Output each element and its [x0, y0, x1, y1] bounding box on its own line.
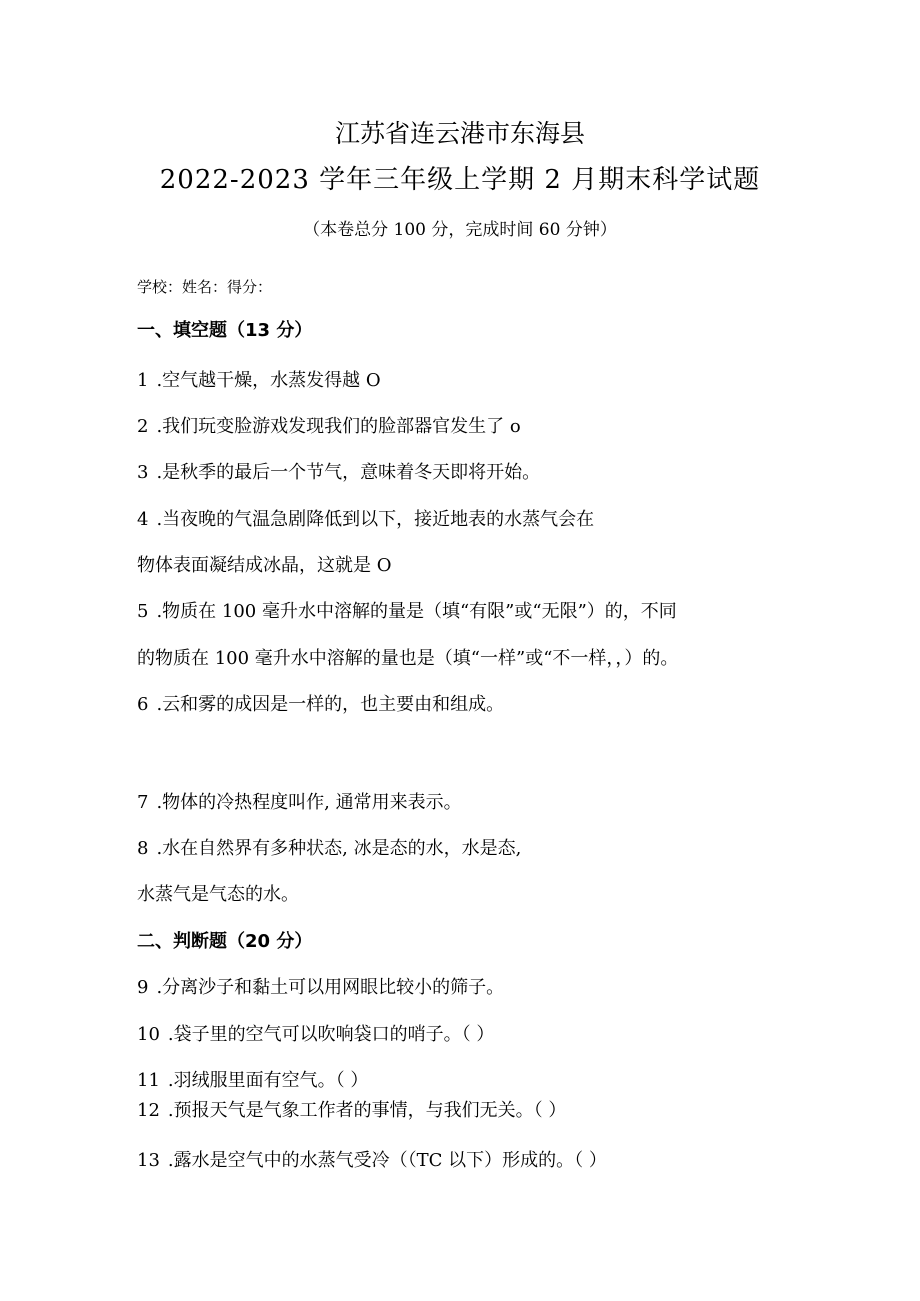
question-text: .袋子里的空气可以吹响袋口的哨子。（ ） [167, 1024, 495, 1045]
question-1 [137, 366, 381, 392]
question-text: .物质在 100 毫升水中溶解的量是（填“有限”或“无限”）的，不同 [156, 601, 677, 622]
question-text: .当夜晚的气温急剧降低到以下，接近地表的水蒸气会在 [156, 509, 595, 530]
question-12 [137, 1096, 566, 1122]
question-4-continuation: 物体表面凝结成冰晶，这就是 O [137, 555, 392, 576]
question-number: 12 [137, 1100, 160, 1121]
question-4 [137, 505, 594, 531]
question-number: 8 [137, 838, 149, 859]
school-name-score-line: 学校：姓名：得分： [137, 278, 273, 296]
question-11 [137, 1066, 368, 1092]
exam-subtitle: （本卷总分 100 分，完成时间 60 分钟） [303, 220, 617, 240]
question-8 [137, 834, 521, 860]
question-text: .是秋季的最后一个节气，意味着冬天即将开始。 [156, 462, 541, 483]
question-number: 11 [137, 1070, 160, 1091]
question-number: 7 [137, 792, 149, 813]
question-text: .水在自然界有多种状态, 冰是态的水，水是态, [156, 838, 522, 859]
question-8-continuation: 水蒸气是气态的水。 [137, 884, 299, 905]
question-9 [137, 973, 504, 999]
question-text: .我们玩变脸游戏发现我们的脸部器官发生了 o [156, 416, 521, 437]
section1-heading: 一、填空题（13 分） [137, 320, 313, 341]
question-text: .预报天气是气象工作者的事情，与我们无关。（ ） [167, 1100, 567, 1121]
question-number: 13 [137, 1150, 160, 1171]
question-text: .露水是空气中的水蒸气受冷（（TC 以下）形成的。（ ） [167, 1150, 607, 1171]
question-text: .物体的冷热程度叫作, 通常用来表示。 [156, 792, 462, 813]
section2-heading: 二、判断题（20 分） [137, 931, 313, 952]
question-7 [137, 788, 462, 814]
question-5 [137, 597, 677, 623]
exam-title: 2022-2023 学年三年级上学期 2 月期末科学试题 [159, 165, 761, 195]
question-5-continuation: 的物质在 100 毫升水中溶解的量也是（填“一样”或“不一样，，）的。 [137, 648, 679, 669]
question-number: 3 [137, 462, 149, 483]
question-13 [137, 1146, 607, 1172]
question-number: 4 [137, 509, 149, 530]
question-number: 6 [137, 694, 149, 715]
question-number: 9 [137, 977, 149, 998]
question-number: 1 [137, 370, 149, 391]
question-number: 10 [137, 1024, 160, 1045]
question-number: 5 [137, 601, 149, 622]
question-text: .空气越干燥，水蒸发得越 O [156, 370, 381, 391]
question-6 [137, 690, 504, 716]
question-text: .分离沙子和黏土可以用网眼比较小的筛子。 [156, 977, 505, 998]
question-2 [137, 412, 521, 438]
question-3 [137, 458, 540, 484]
question-text: .羽绒服里面有空气。（ ） [167, 1070, 369, 1091]
question-10 [137, 1020, 494, 1046]
question-number: 2 [137, 416, 149, 437]
question-text: .云和雾的成因是一样的，也主要由和组成。 [156, 694, 505, 715]
page-title: 江苏省连云港市东海县 [334, 119, 585, 148]
